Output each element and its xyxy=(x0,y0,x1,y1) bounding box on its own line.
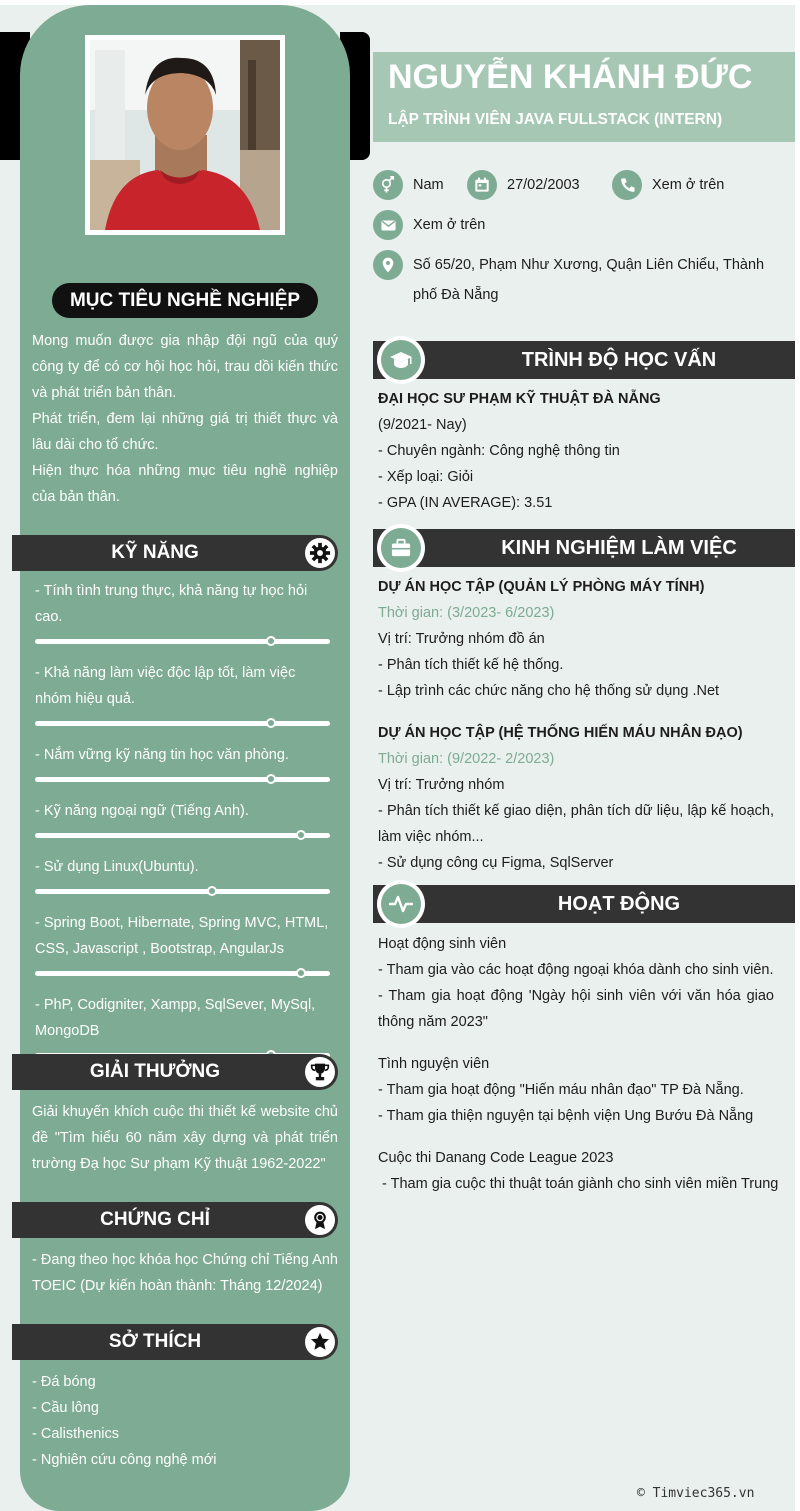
objective-line: Hiện thực hóa những mục tiêu nghề nghiệp của bản thân. xyxy=(32,463,338,505)
skill-item xyxy=(35,742,330,782)
awards-text: Giải khuyến khích cuộc thi thiết kế website chủ đề "Tìm hiểu 60 năm xây dựng và phát triển trường Đạ học Sư phạm Kỹ thuật 1962-2022" xyxy=(32,1104,338,1172)
skill-level-dot xyxy=(207,886,217,896)
hobby-list xyxy=(32,1369,216,1473)
copyright: © Timviec365.vn xyxy=(637,1486,755,1501)
certificates-title: CHỨNG CHỈ xyxy=(100,1209,210,1230)
skill-text: - Nắm vững kỹ năng tin học văn phòng. xyxy=(35,747,289,763)
skill-bar xyxy=(35,777,330,782)
skills-header xyxy=(12,535,338,571)
skill-item xyxy=(35,798,330,838)
skill-bar xyxy=(35,833,330,838)
skill-item xyxy=(35,854,330,894)
activity-item: - Tham gia thiện nguyện tại bệnh viện Ung Bướu Đà Nẵng xyxy=(378,1108,754,1124)
skill-bar xyxy=(35,971,330,976)
skill-item xyxy=(35,910,330,976)
location-icon xyxy=(373,250,403,280)
birthday-text: 27/02/2003 xyxy=(507,177,580,193)
skill-list xyxy=(35,578,330,1074)
project-task: - Phân tích thiết kế giao diện, phân tích dữ liệu, lập kế hoạch, làm việc nhóm... xyxy=(378,803,774,845)
skill-text: - Tính tình trung thực, khả năng tự học hỏi cao. xyxy=(35,583,308,625)
experience-badge xyxy=(377,524,425,572)
skill-level-dot xyxy=(296,830,306,840)
hobby-item: - Calisthenics xyxy=(32,1426,120,1442)
experience-header xyxy=(373,529,795,567)
awards-title: GIẢI THƯỞNG xyxy=(89,1061,221,1082)
education-detail: - Xếp loại: Giỏi xyxy=(378,469,474,485)
activities-content xyxy=(378,931,779,1197)
gear-icon xyxy=(305,538,335,568)
hobbies-title: SỞ THÍCH xyxy=(108,1331,202,1352)
hobbies-header xyxy=(12,1324,338,1360)
activity-item: - Tham gia hoạt động 'Ngày hội sinh viên với văn hóa giao thông năm 2023" xyxy=(378,988,774,1030)
skill-level-dot xyxy=(266,718,276,728)
trophy-icon xyxy=(305,1057,335,1087)
skill-bar xyxy=(35,889,330,894)
skill-item xyxy=(35,660,330,726)
activity-heading: Hoạt động sinh viên xyxy=(378,936,507,952)
activity-heading: Tình nguyện viên xyxy=(378,1056,490,1072)
project-name: DỰ ÁN HỌC TẬP (HỆ THỐNG HIẾN MÁU NHÂN ĐẠO) xyxy=(378,725,743,741)
certificates-header xyxy=(12,1202,338,1238)
activities-header xyxy=(373,885,795,923)
activities-title: HOẠT ĐỘNG xyxy=(557,893,681,915)
project-time: Thời gian: (9/2022- 2/2023) xyxy=(378,751,555,767)
activity-item: - Tham gia hoạt động "Hiến máu nhân đạo" TP Đà Nẵng. xyxy=(378,1082,744,1098)
skill-text: - PhP, Codigniter, Xampp, SqlSever, MySql, MongoDB xyxy=(35,997,316,1039)
phone-text: Xem ở trên xyxy=(652,177,725,193)
education-detail: - Chuyên ngành: Công nghệ thông tin xyxy=(378,443,620,459)
skill-item xyxy=(35,578,330,644)
skill-level-dot xyxy=(296,968,306,978)
skill-bar xyxy=(35,721,330,726)
education-title: TRÌNH ĐỘ HỌC VẤN xyxy=(521,349,717,371)
avatar-photo xyxy=(90,40,280,230)
medal-icon xyxy=(305,1205,335,1235)
job-title: LẬP TRÌNH VIÊN JAVA FULLSTACK (INTERN) xyxy=(388,111,723,128)
skills-title: KỸ NĂNG xyxy=(111,542,199,563)
gender-icon xyxy=(373,170,403,200)
education-header xyxy=(373,341,795,379)
awards-header xyxy=(12,1054,338,1090)
project-time: Thời gian: (3/2023- 6/2023) xyxy=(378,605,555,621)
objective-line: Phát triển, đem lại những giá trị thiết thực và lâu dài cho tổ chức. xyxy=(32,411,338,453)
phone-icon xyxy=(612,170,642,200)
education-detail: - GPA (IN AVERAGE): 3.51 xyxy=(378,495,553,511)
skill-level-dot xyxy=(266,636,276,646)
activity-heading: Cuộc thi Danang Code League 2023 xyxy=(378,1150,614,1166)
objective-title: MỤC TIÊU NGHỀ NGHIỆP xyxy=(52,283,318,318)
star-icon xyxy=(305,1327,335,1357)
project-task: - Lập trình các chức năng cho hệ thống sử dụng .Net xyxy=(378,683,720,699)
project-role: Vị trí: Trưởng nhóm đồ án xyxy=(378,631,545,647)
skill-text: - Kỹ năng ngoại ngữ (Tiếng Anh). xyxy=(35,803,249,819)
gender-text: Nam xyxy=(413,177,444,193)
education-badge xyxy=(377,336,425,384)
skill-text: - Khả năng làm việc độc lập tốt, làm việc nhóm hiệu quả. xyxy=(35,665,296,707)
graduation-cap-icon xyxy=(381,340,421,380)
email-text: Xem ở trên xyxy=(413,217,486,233)
skill-bar xyxy=(35,639,330,644)
candidate-name: NGUYỄN KHÁNH ĐỨC xyxy=(388,58,753,96)
hobby-item: - Cầu lông xyxy=(32,1400,99,1416)
certificates-text: - Đang theo học khóa học Chứng chỉ Tiếng Anh TOEIC (Dự kiến hoàn thành: Tháng 12/2024) xyxy=(32,1252,338,1294)
skill-item xyxy=(35,992,330,1058)
calendar-icon xyxy=(467,170,497,200)
briefcase-icon xyxy=(381,528,421,568)
skill-level-dot xyxy=(266,774,276,784)
activity-item: - Tham gia cuộc thi thuật toán giành cho sinh viên miền Trung xyxy=(378,1176,779,1192)
project-role: Vị trí: Trưởng nhóm xyxy=(378,777,505,793)
activity-item: - Tham gia vào các hoạt động ngoại khóa dành cho sinh viên. xyxy=(378,962,774,978)
email-icon xyxy=(373,210,403,240)
hobby-item: - Nghiên cứu công nghệ mới xyxy=(32,1452,217,1468)
activities-badge xyxy=(377,880,425,928)
pulse-icon xyxy=(381,884,421,924)
skill-text: - Spring Boot, Hibernate, Spring MVC, HTML, CSS, Javascript , Bootstrap, AngularJs xyxy=(35,915,329,957)
objective-line: Mong muốn được gia nhập đội ngũ của quý công ty để có cơ hội học hỏi, trau dồi kiến thức và phát triển bản thân. xyxy=(32,333,338,401)
project-name: DỰ ÁN HỌC TẬP (QUẢN LÝ PHÒNG MÁY TÍNH) xyxy=(378,579,705,595)
experience-title: KINH NGHIỆM LÀM VIỆC xyxy=(501,537,737,559)
school-name: ĐẠI HỌC SƯ PHẠM KỸ THUẬT ĐÀ NẴNG xyxy=(378,391,661,407)
project-task: - Phân tích thiết kế hệ thống. xyxy=(378,657,564,673)
education-period: (9/2021- Nay) xyxy=(378,417,467,433)
education-content xyxy=(378,386,774,516)
avatar xyxy=(85,35,285,235)
address-text: Số 65/20, Phạm Như Xương, Quận Liên Chiểu, Thành phố Đà Nẵng xyxy=(413,257,765,303)
hobby-item: - Đá bóng xyxy=(32,1374,96,1390)
experience-content xyxy=(378,574,774,876)
skill-text: - Sử dụng Linux(Ubuntu). xyxy=(35,859,199,875)
objective-text xyxy=(32,328,338,510)
project-task: - Sử dụng công cụ Figma, SqlServer xyxy=(378,855,614,871)
